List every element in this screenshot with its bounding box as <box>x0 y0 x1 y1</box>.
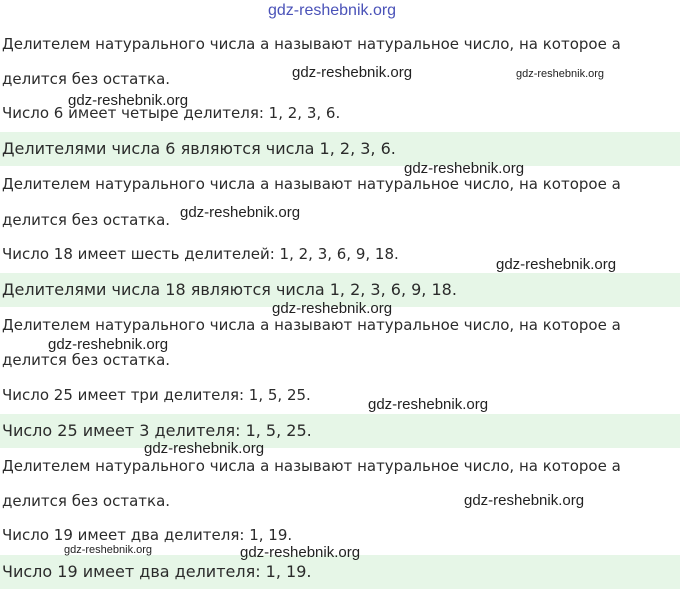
watermark: gdz-reshebnik.org <box>368 396 489 413</box>
watermark: gdz-reshebnik.org <box>292 64 413 81</box>
watermark: gdz-reshebnik.org <box>68 92 189 109</box>
definition-line-end: делится без остатка. <box>2 492 171 510</box>
watermark: gdz-reshebnik.org <box>64 544 153 556</box>
definition-line-end: делится без остатка. <box>2 351 171 369</box>
watermark: gdz-reshebnik.org <box>240 544 361 561</box>
definition-line: Делителем натурального числа a называют натуральное число, на которое a <box>2 457 621 475</box>
definition-line-end: делится без остатка. <box>2 70 171 88</box>
watermark: gdz-reshebnik.org <box>516 68 605 80</box>
watermark: gdz-reshebnik.org <box>144 440 265 457</box>
example-line: Число 6 имеет четыре делителя: 1, 2, 3, 6. <box>2 104 341 122</box>
definition-line: Делителем натурального числа a называют натуральное число, на которое a <box>2 175 621 193</box>
watermark: gdz-reshebnik.org <box>272 300 393 317</box>
answer-line: Делителями числа 6 являются числа 1, 2, 3, 6. <box>0 132 680 166</box>
watermark-top: gdz-reshebnik.org <box>268 2 397 19</box>
watermark: gdz-reshebnik.org <box>180 204 301 221</box>
answer-line: Число 25 имеет 3 делителя: 1, 5, 25. <box>0 414 680 448</box>
example-line: Число 18 имеет шесть делителей: 1, 2, 3, 6, 9, 18. <box>2 245 399 263</box>
watermark: gdz-reshebnik.org <box>496 256 617 273</box>
example-line: Число 25 имеет три делителя: 1, 5, 25. <box>2 386 311 404</box>
answer-line: Делителями числа 18 являются числа 1, 2, 3, 6, 9, 18. <box>0 273 680 307</box>
definition-line: Делителем натурального числа a называют натуральное число, на которое a <box>2 316 621 334</box>
watermark: gdz-reshebnik.org <box>404 160 525 177</box>
watermark: gdz-reshebnik.org <box>464 492 585 509</box>
example-line: Число 19 имеет два делителя: 1, 19. <box>2 526 293 544</box>
definition-line: Делителем натурального числа a называют натуральное число, на которое a <box>2 35 621 53</box>
watermark: gdz-reshebnik.org <box>48 336 169 353</box>
definition-line-end: делится без остатка. <box>2 211 171 229</box>
answer-line: Число 19 имеет два делителя: 1, 19. <box>0 555 680 589</box>
